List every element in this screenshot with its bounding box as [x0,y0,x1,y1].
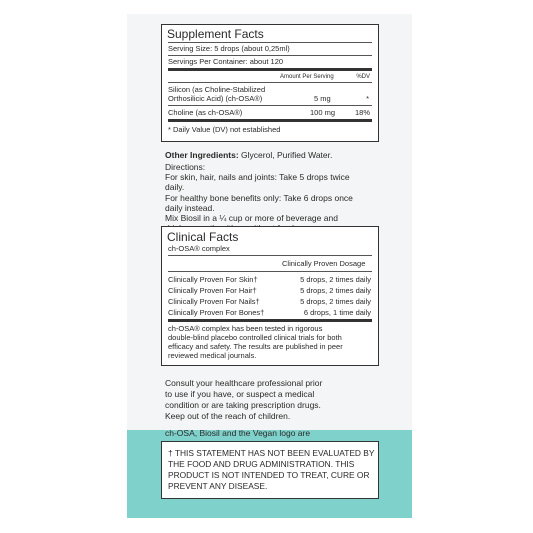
fda-line: † THIS STATEMENT HAS NOT BEEN EVALUATED BY [168,448,375,458]
trademark-line: ch-OSA, Biosil and the Vegan logo are [165,428,311,438]
clinical-note-line: reviewed medical journals. [168,351,257,360]
row-silicon-amount: 5 mg [314,94,331,103]
divider [168,105,372,106]
directions-line: Mix Biosil in a ¼ cup or more of beverage and [165,213,338,223]
clinical-note-line: efficacy and safety. The results are published in peer [168,342,343,351]
other-ingredients-label: Other Ingredients: [165,150,239,160]
fda-line: PRODUCT IS NOT INTENDED TO TREAT, CURE OR [168,470,370,480]
other-ingredients [165,150,332,161]
clinical-row-nails-dose: 5 drops, 2 times daily [300,297,371,306]
col-amount: Amount Per Serving [280,74,334,80]
divider [168,271,372,272]
clinical-facts-box [161,226,379,366]
row-silicon-name-2: Orthosilicic Acid) (ch-OSA®) [168,94,263,103]
consult-line: condition or are taking prescription drugs. [165,400,321,410]
divider [168,42,372,43]
directions-line: daily. [165,182,185,192]
supplement-facts-title: Supplement Facts [167,27,264,41]
supplement-footnote: * Daily Value (DV) not established [168,125,281,134]
row-choline-amount: 100 mg [310,108,336,117]
divider [168,55,372,56]
clinical-row-nails-name: Clinically Proven For Nails† [168,297,260,306]
supplement-facts-box [161,24,379,142]
serving-size: Serving Size: 5 drops (about 0,25ml) [168,44,290,53]
thick-divider [168,319,372,322]
clinical-row-skin-name: Clinically Proven For Skin† [168,275,258,284]
row-choline-dv: 18% [354,108,370,117]
clinical-row-skin-dose: 5 drops, 2 times daily [300,275,371,284]
clinical-note-line: ch-OSA® complex has been tested in rigorous [168,324,323,333]
directions-line: For skin, hair, nails and joints: Take 5 drops twice [165,172,350,182]
clinical-row-bones-dose: 6 drops, 1 time daily [303,308,371,317]
clinical-row-hair-dose: 5 drops, 2 times daily [300,286,371,295]
col-dv: %DV [356,74,370,80]
consult-line: Consult your healthcare professional prior [165,378,323,388]
fda-statement-box [161,441,379,499]
fda-line: PREVENT ANY DISEASE. [168,481,268,491]
clinical-note-line: double-blind placebo controlled clinical trials for both [168,333,342,342]
other-ingredients-value: Glycerol, Purified Water. [238,150,333,160]
clinical-subtitle: ch-OSA® complex [168,244,230,253]
divider [168,82,372,83]
row-silicon-name-1: Silicon (as Choline-Stabilized [168,85,266,94]
servings-per-container: Servings Per Container: about 120 [168,57,284,66]
row-choline-name: Choline (as ch-OSA®) [168,108,243,117]
label-panel [127,14,412,518]
col-dosage: Clinically Proven Dosage [282,259,366,268]
divider [168,255,372,256]
clinical-row-bones-name: Clinically Proven For Bones† [168,308,265,317]
directions-title: Directions: [165,162,206,172]
row-silicon-dv: * [366,94,369,103]
directions-line: daily instead. [165,203,215,213]
thick-divider [168,119,372,122]
thick-divider [168,68,372,71]
consult-line: to use if you have, or suspect a medical [165,389,315,399]
directions-line: For healthy bone benefits only: Take 6 drops once [165,193,353,203]
clinical-facts-title: Clinical Facts [167,230,239,244]
consult-line: Keep out of the reach of children. [165,411,291,421]
fda-line: THE FOOD AND DRUG ADMINISTRATION. THIS [168,459,355,469]
clinical-row-hair-name: Clinically Proven For Hair† [168,286,257,295]
